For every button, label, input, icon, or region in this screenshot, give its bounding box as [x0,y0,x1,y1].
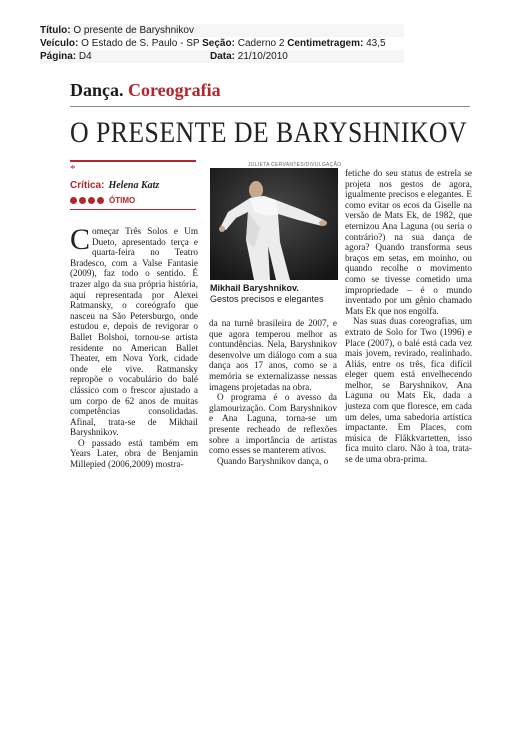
page-label: Página: [40,51,77,62]
article-column-2 [209,318,337,466]
rating-label: ÓTIMO [109,196,136,205]
section-label: Seção: [202,38,235,49]
title-value: O presente de Baryshnikov [73,25,194,36]
rating-dot-icon [70,197,77,204]
rating-dot-icon [79,197,86,204]
critic-author: Helena Katz [108,180,160,191]
critic-label: Crítica: [70,180,105,191]
date-value: 21/10/2010 [237,51,288,62]
section-heading [70,80,221,101]
meta-row-title [40,24,404,37]
rating-row [70,196,198,205]
photo-credit: JULIETA CERVANTES/DIVULGAÇÃO [248,162,342,168]
critic-bottom-rule [70,209,196,210]
vehicle-label: Veículo: [40,38,79,49]
centimetragem-value: 43,5 [366,38,386,49]
paragraph-text: omeçar Três Solos e Um Dueto, apresentado terça e quarta-feira no Teatro Bradesco, com a Valse Fantasie (2009), faz todo o sentido. É trazer algo da sua própria história, aqui representada por Alexei Ratmansky, o coreógrafo que nasceu na São Petersburgo, onde estudou e, depois de revigorar o Ballet Bolshoi, tornou-se artista residente no American Ballet Theater, em Nova York, cidade onde ele vive. Ratmansky repropõe o vocabulário do balé clássico com o frescor ajustado a um corpo de 62 anos de muitas competências consolidadas. Afinal, trata-se de Mikhail Baryshnikov. [70,226,198,438]
rating-dot-icon [88,197,95,204]
drop-cap: C [70,223,91,256]
article-column-1 [70,223,198,470]
rating-dot-icon [97,197,104,204]
page-value: D4 [78,51,92,62]
article-paragraph: fetiche do seu status de estrela se projeta nos gestos de agora, igualmente precisos e elegantes. E como evitar os ecos da Giselle na versão de Mats Ek, de 1982, que eternizou Ana Laguna (ou seria o contrário?) na sua dança de agora? Quando transforma seus braços em setas, em moinho, ou quando recolhe o movimento como se tivesse cometido uma impropriedade – é o mundo inventado por um gênio chamado Mats Ek que nos engolfa. [345,168,472,316]
article-paragraph: O passado está também em Years Later, obra de Benjamin Millepied (2006,2009) mostra- [70,437,198,470]
critic-top-rule [70,160,196,162]
caption-text: Gestos precisos e elegantes [210,294,324,304]
section-rule [70,106,470,107]
article-paragraph: Nas suas duas coreografias, um extrato de Solo for Two (1996) e Place (2007), o balé está cada vez mais jovem, revirado, realinhado. Aliás, entre os três, fica difícil eleger quem está envelhecendo melhor, se Baryshnikov, Ana Laguna ou Mats Ek, dada a justeza com que floresce, em cada um deles, uma sabedoria artística impactante. Em Places, com música de Flåkkvartetten, isso fica muito claro. Não à toa, trata-se de uma obra-prima. [345,316,472,465]
photo-caption [210,283,340,305]
section-value: Caderno 2 [237,38,285,49]
article-paragraph [70,223,198,438]
dancer-photo [210,168,338,280]
article-paragraph: da na turnê brasileira de 2007, e que agora temperou melhor as contundências. Nela, Baryshnikov desenvolve um diálogo com a sua dança aos 17 anos, como se a memória se externalizasse nessas imagens projetadas na obra. [209,318,337,392]
article-headline: O PRESENTE DE BARYSHNIKOV [70,116,468,149]
date-label: Data: [210,51,236,62]
critic-box [70,160,198,210]
dancer-illustration [210,168,338,280]
meta-row-page [40,50,404,63]
centimetragem-label: Centimetragem: [287,38,364,49]
meta-row-vehicle [40,37,404,50]
section-subject: Coreografia [128,80,221,100]
article-paragraph: O programa é o avesso da glamourização. Com Baryshnikov e Ana Laguna, torna-se um presente recheado de reflexões sobre a importância de artistas como esses se manterem ativos. [209,392,337,456]
article-column-3 [345,168,472,465]
date-group [210,50,288,63]
asterisk-icon: * [70,163,76,175]
title-label: Título: [40,25,71,36]
vehicle-value: O Estado de S. Paulo - SP [81,38,200,49]
caption-name: Mikhail Baryshnikov. [210,283,299,293]
section-name: Dança. [70,80,124,100]
article-paragraph: Quando Baryshnikov dança, o [217,455,329,466]
clipping-metadata [40,24,404,64]
